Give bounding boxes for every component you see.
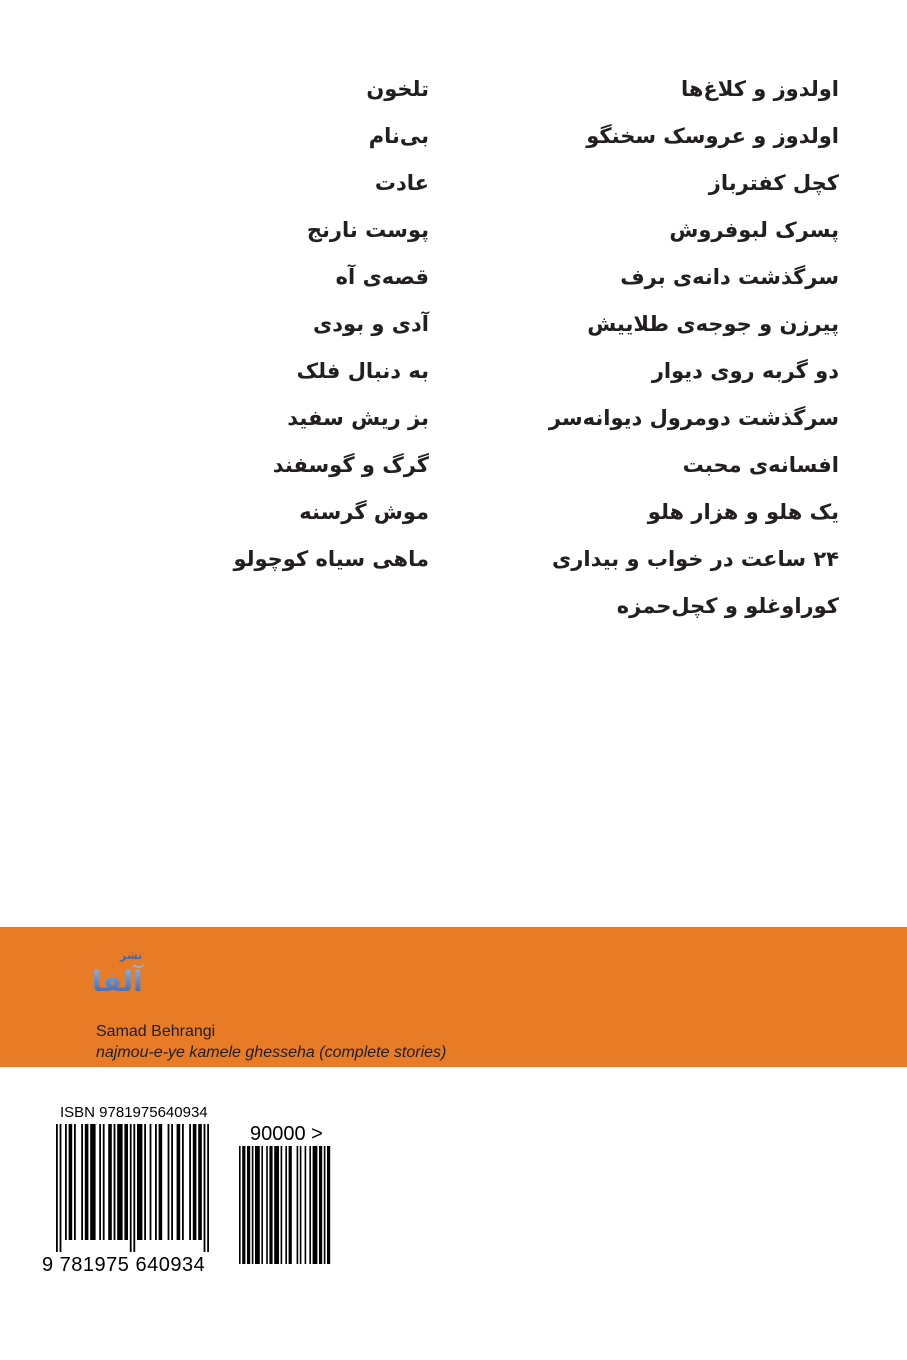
barcode-bar [285, 1146, 287, 1264]
book-title: سرگذشت دانه‌ی برف [620, 265, 839, 289]
barcode-bar [137, 1124, 142, 1240]
barcode-bar [305, 1146, 307, 1264]
barcode-bar [247, 1146, 250, 1264]
ean-barcode-bars [56, 1124, 226, 1266]
book-title: پیرزن و جوجه‌ی طلاییش [587, 312, 839, 336]
book-title: گرگ و گوسفند [272, 453, 429, 477]
barcode-bar [117, 1124, 122, 1240]
barcode-bar [130, 1124, 132, 1252]
barcode-bar [189, 1124, 191, 1240]
book-title: عادت [374, 171, 429, 195]
ean-digits: 9 781975 640934 [42, 1254, 206, 1276]
book-title: قصه‌ی آه [335, 265, 429, 289]
book-title: دو گربه روی دیوار [651, 359, 839, 383]
barcode-bar [313, 1146, 318, 1264]
book-title: بی‌نام [368, 124, 429, 148]
book-title: ماهی سیاه کوچولو [233, 547, 429, 571]
titles-right-column [509, 68, 839, 632]
logo-small-text: نشر [120, 949, 143, 962]
barcode-bar [69, 1124, 73, 1240]
book-subtitle: najmou-e-ye kamele ghesseha (complete stories) [96, 1044, 447, 1061]
barcode-bar [309, 1146, 311, 1264]
book-title: آدی و بودی [313, 312, 429, 336]
book-title: یک هلو و هزار هلو [647, 500, 839, 524]
book-title: بز ریش سفید [287, 406, 429, 430]
barcode-bar [255, 1146, 260, 1264]
isbn-label: ISBN 9781975640934 [60, 1104, 208, 1121]
barcode-bar [281, 1146, 283, 1264]
barcode-bar [269, 1146, 272, 1264]
barcode-bar [182, 1124, 184, 1240]
publisher-logo [90, 939, 143, 1007]
barcode-bar [60, 1124, 62, 1252]
barcode-bar [198, 1124, 202, 1240]
book-title: اولدوز و کلاغ‌ها [680, 77, 839, 101]
barcode-bar [252, 1146, 254, 1264]
book-title: پسرک لبوفروش [669, 218, 839, 242]
barcode-bar [324, 1146, 326, 1264]
barcode-bar [124, 1124, 128, 1240]
book-titles-list [0, 68, 907, 628]
barcode-bar [150, 1124, 152, 1240]
book-title: به دنبال فلک [296, 359, 429, 383]
book-title: کوراوغلو و کچل‌حمزه [616, 594, 839, 618]
addon-barcode-bars [239, 1146, 331, 1264]
barcode-bar [289, 1146, 292, 1264]
barcode-bar [90, 1124, 95, 1240]
book-title: ۲۴ ساعت در خواب و بیداری [552, 547, 839, 571]
book-title: اولدوز و عروسک سخنگو [586, 124, 839, 148]
barcode-bar [177, 1124, 181, 1240]
barcode-bar [261, 1146, 263, 1264]
barcode-bar [327, 1146, 330, 1264]
barcode-bar [319, 1146, 322, 1264]
barcode-bar [99, 1124, 101, 1240]
barcode-bar [168, 1124, 170, 1240]
book-title: تلخون [366, 77, 429, 101]
barcode-bar [108, 1124, 112, 1240]
barcode-bar [193, 1124, 197, 1240]
barcode-bar [242, 1146, 245, 1264]
barcode-bar [207, 1124, 209, 1252]
barcode-bar [114, 1124, 116, 1240]
publisher-band [0, 927, 907, 1067]
barcode-bar [133, 1124, 135, 1252]
barcode-bar [159, 1124, 163, 1240]
barcode-bar [56, 1124, 58, 1252]
barcode-bar [85, 1124, 89, 1240]
barcode-bar [239, 1146, 241, 1264]
barcode-bar [74, 1124, 76, 1240]
author-name: Samad Behrangi [96, 1023, 216, 1040]
barcode-bar [204, 1124, 206, 1252]
addon-digits: 90000 > [250, 1123, 323, 1145]
book-title: افسانه‌ی محبت [682, 453, 839, 477]
barcode-bar [103, 1124, 105, 1240]
book-title: سرگذشت دومرول دیوانه‌سر [548, 406, 839, 430]
barcode-bar [274, 1146, 279, 1264]
book-title: کچل کفترباز [708, 171, 839, 195]
isbn-barcode [40, 1104, 350, 1294]
book-title: موش گرسنه [299, 500, 429, 524]
barcode-bar [144, 1124, 146, 1240]
barcode-bar [266, 1146, 268, 1264]
logo-main-text: آلفا [92, 965, 143, 998]
barcode-bar [65, 1124, 67, 1240]
barcode-bar [171, 1124, 173, 1240]
barcode-bar [297, 1146, 299, 1264]
barcode-bar [81, 1124, 83, 1240]
book-title: پوست نارنج [306, 218, 429, 242]
titles-left-column [169, 68, 429, 585]
barcode-bar [300, 1146, 302, 1264]
barcode-bar [155, 1124, 157, 1240]
